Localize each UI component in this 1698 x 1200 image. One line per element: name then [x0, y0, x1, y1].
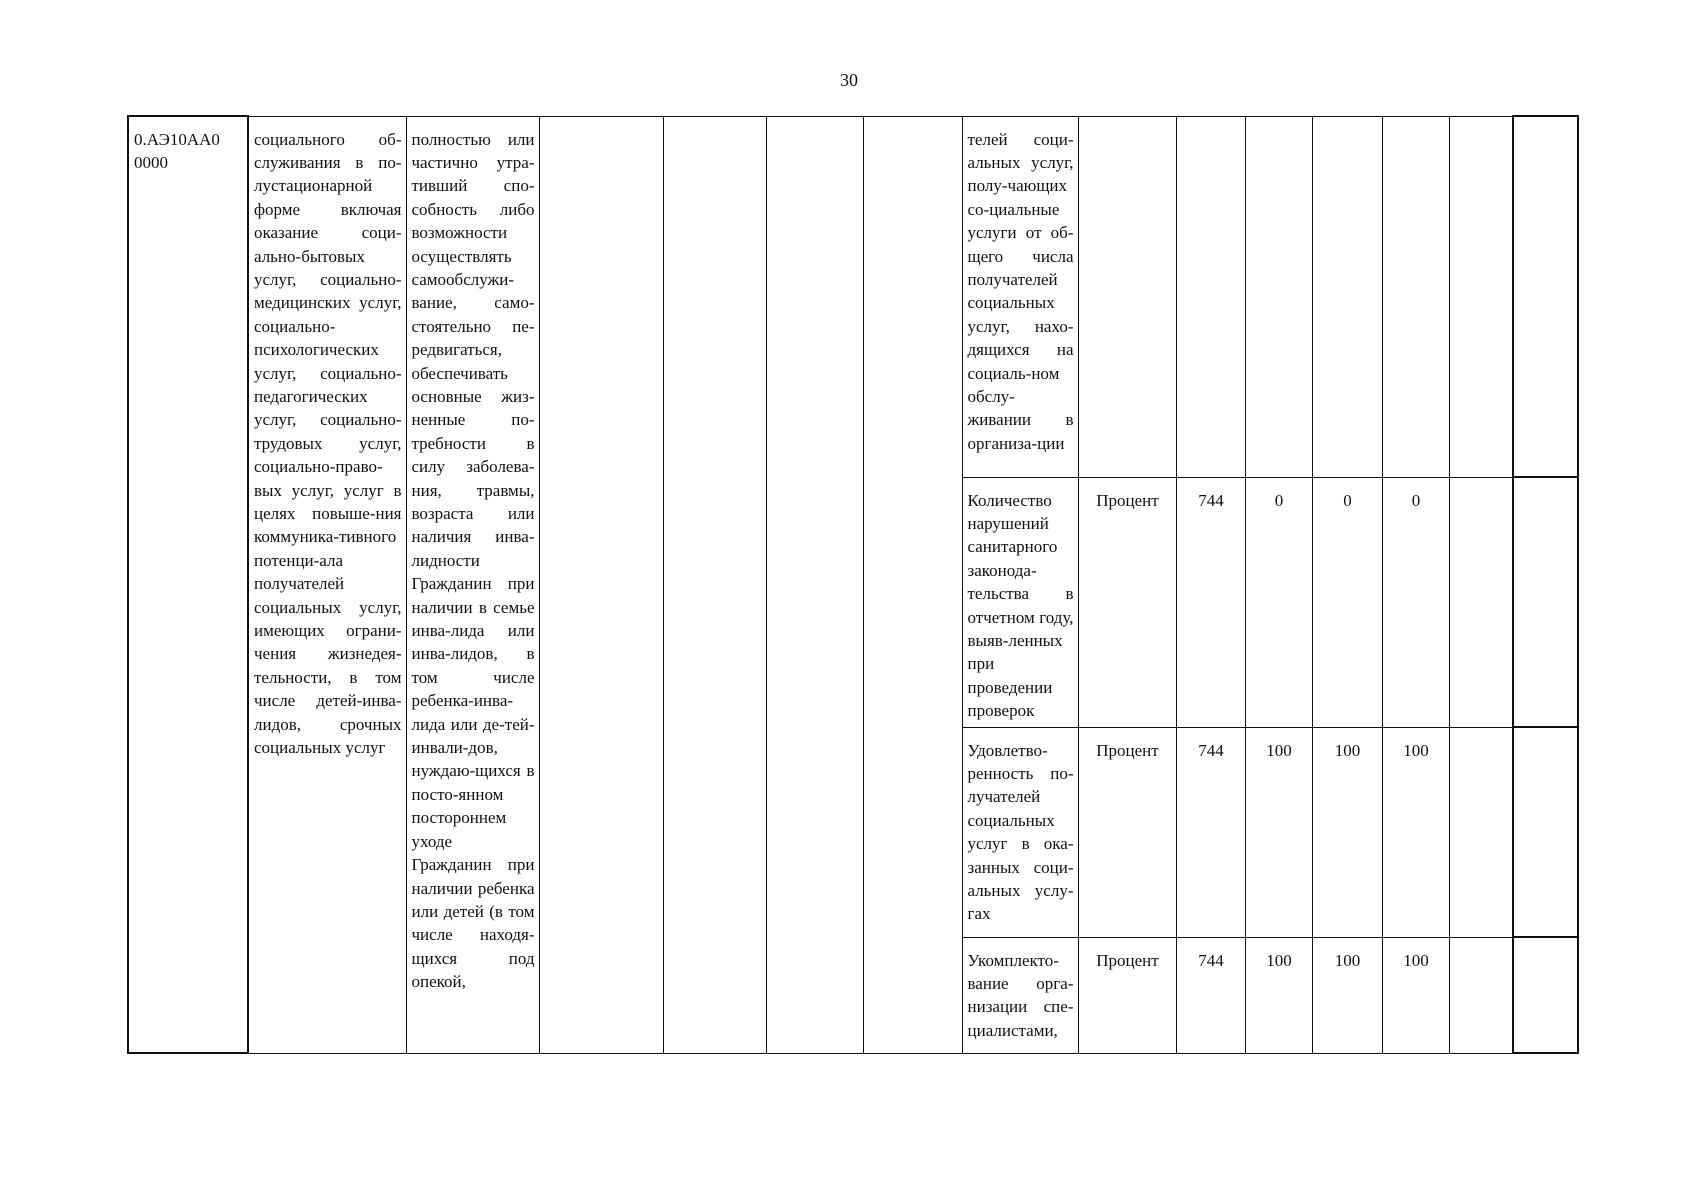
indicator-value-year-1: 100: [1245, 727, 1312, 937]
indicator-okei-code: 744: [1176, 727, 1245, 937]
indicator-unit: Процент: [1078, 477, 1176, 727]
empty-cell: [863, 116, 962, 1053]
table-row: [128, 116, 1578, 477]
recipient-category: Гражданин при наличии ребенка или детей (в том числе находя-щихся под опекой,: [411, 855, 535, 992]
indicator-value-year-3: [1382, 116, 1449, 477]
service-table: [127, 115, 1579, 1054]
service-description-cell: [248, 116, 406, 1053]
empty-cell: [1449, 937, 1513, 1053]
empty-cell: [1513, 727, 1578, 937]
indicator-value-year-2: 100: [1312, 727, 1382, 937]
indicator-value-year-3: 100: [1382, 937, 1449, 1053]
indicator-name: Укомплекто-вание орга-низации спе-циалистами,: [967, 950, 1074, 1040]
indicator-value-year-1: 0: [1245, 477, 1312, 727]
indicator-value-year-2: 100: [1312, 937, 1382, 1053]
empty-cell: [1449, 116, 1513, 477]
indicator-name: Удовлетво-ренность по-лучателей социальных услуг в ока-занных соци-альных услу-гах: [967, 740, 1074, 924]
indicator-name-cell: [962, 116, 1078, 477]
service-code-cell: [128, 116, 248, 1053]
recipient-category: полностью или частично утра-тивший спо-собность либо возможности осуществлять самообслужи-вание, само-стоятельно пе-редвигаться, обеспечивать основные жиз-ненные по-требности в силу заболева-ния, травмы, возраста или наличия инва-лидности: [411, 129, 535, 570]
indicator-unit: Процент: [1078, 937, 1176, 1053]
service-code: 0.АЭ10АА0 0000: [134, 130, 220, 173]
service-description: социального об-служивания в по-лустационарной форме включая оказание соци-ально-бытовых услуг, социально-медицинских услуг, социально-психологических услуг, социально-педагогических услуг, социально-трудовых услуг, социально-право-вых услуг, услуг в целях повыше-ния коммуника-тивного потенци-ала получателей социальных услуг, имеющих ограни-чения жизнедея-тельности, в том числе детей-инва-лидов, срочных социальных услуг: [254, 129, 402, 758]
indicator-name-cell: [962, 477, 1078, 727]
indicator-name: Количество нарушений санитарного законода-тельства в отчетном году, выяв-ленных при проведении проверок: [967, 490, 1074, 721]
indicator-name: телей соци-альных услуг, полу-чающих со-циальные услуги от об-щего числа получателей социальных услуг, нахо-дящихся на социаль-ном обслу-живании в организа-ции: [967, 129, 1074, 453]
indicator-unit: [1078, 116, 1176, 477]
indicator-value-year-3: 100: [1382, 727, 1449, 937]
indicator-value-year-1: [1245, 116, 1312, 477]
indicator-name-cell: [962, 937, 1078, 1053]
empty-cell: [1449, 727, 1513, 937]
indicator-unit: Процент: [1078, 727, 1176, 937]
empty-cell: [539, 116, 663, 1053]
indicator-value-year-1: 100: [1245, 937, 1312, 1053]
recipient-category-cell: [406, 116, 539, 1053]
empty-cell: [766, 116, 863, 1053]
recipient-category: Гражданин при наличии в семье инва-лида или инва-лидов, в том числе ребенка-инва-лида или де-тей-инвали-дов, нуждаю-щихся в посто-янном постороннем уходе: [411, 574, 535, 851]
empty-cell: [1449, 477, 1513, 727]
indicator-value-year-2: [1312, 116, 1382, 477]
indicator-value-year-2: 0: [1312, 477, 1382, 727]
empty-cell: [663, 116, 766, 1053]
indicator-okei-code: 744: [1176, 477, 1245, 727]
indicator-okei-code: [1176, 116, 1245, 477]
empty-cell: [1513, 116, 1578, 477]
indicator-okei-code: 744: [1176, 937, 1245, 1053]
empty-cell: [1513, 477, 1578, 727]
page-number: 30: [840, 70, 858, 90]
indicator-name-cell: [962, 727, 1078, 937]
empty-cell: [1513, 937, 1578, 1053]
indicator-value-year-3: 0: [1382, 477, 1449, 727]
